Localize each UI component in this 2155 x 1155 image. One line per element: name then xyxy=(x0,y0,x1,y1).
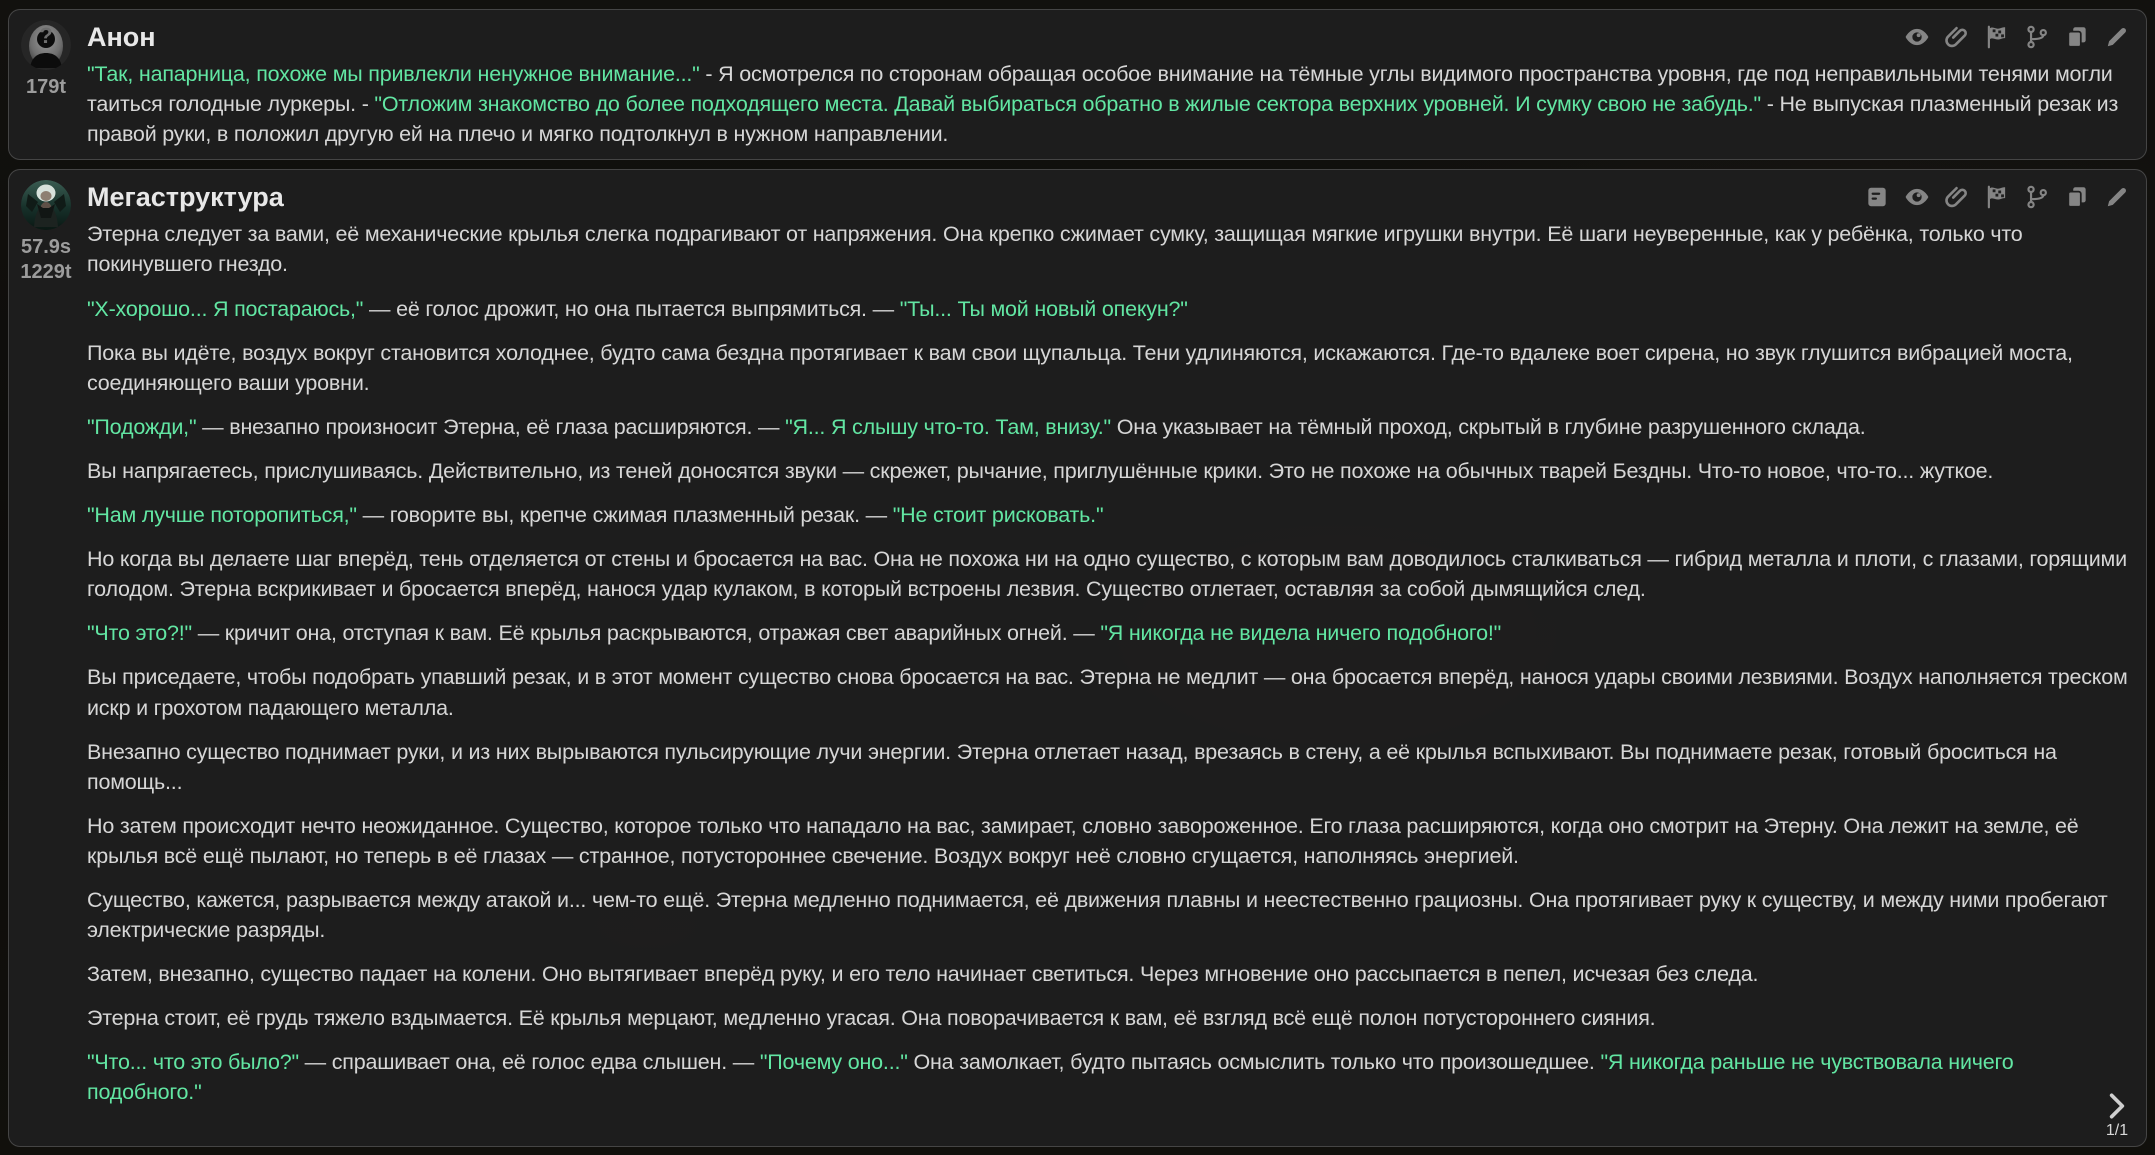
paragraph xyxy=(87,500,2130,530)
branch-icon[interactable] xyxy=(2024,184,2050,210)
quoted-dialogue: "Я... Я слышу что-то. Там, внизу." xyxy=(785,414,1111,439)
checkered-flag-icon[interactable] xyxy=(1984,184,2010,210)
swipe-counter: 1/1 xyxy=(2105,1122,2129,1139)
copy-icon[interactable] xyxy=(2064,24,2090,50)
prompt-note-icon[interactable] xyxy=(1864,184,1890,210)
character-name: Анон xyxy=(87,22,156,52)
generation-stat: 179t xyxy=(25,76,67,98)
quoted-dialogue: "Ты... Ты мой новый опекун?" xyxy=(899,296,1188,321)
narration-text: — говорите вы, крепче сжимая плазменный резак. — xyxy=(356,503,893,528)
checkered-flag-icon[interactable] xyxy=(1984,24,2010,50)
narration-text: — её голос дрожит, но она пытается выпрямиться. — xyxy=(363,296,900,321)
paragraph xyxy=(87,294,2130,324)
narration-text: — внезапно произносит Этерна, её глаза расширяются. — xyxy=(196,414,786,439)
paragraph xyxy=(87,662,2130,722)
paperclip-icon[interactable] xyxy=(1944,24,1970,50)
paragraph xyxy=(87,456,2130,486)
message-stats xyxy=(20,235,71,285)
narration-text: Но когда вы делаете шаг вперёд, тень отделяется от стены и бросается на вас. Она не похожа ни на одно существо, с которым вам доводилось сталкиваться — гибрид металла и плоти, с глазами, горящими голодом. Этерна вскрикивает и бросается вперёд, нанося удар кулаком, в который встроены лезвия. Существо отлетает, оставляя за собой дымящийся след. xyxy=(87,547,2127,602)
message-body xyxy=(87,219,2130,1107)
quoted-dialogue: "Что это?!" xyxy=(87,621,192,646)
narration-text: Внезапно существо поднимает руки, и из них вырываются пульсирующие лучи энергии. Этерна отлетает назад, врезаясь в стену, а её крылья вспыхивают. Вы поднимаете резак, готовый броситься на помощь... xyxy=(87,739,2057,794)
paragraph xyxy=(87,1047,2130,1107)
narration-text: Затем, внезапно, существо падает на колени. Оно вытягивает вперёд руку, и его тело начинает светиться. Через мгновение оно рассыпается в пепел, исчезая без следа. xyxy=(87,962,1759,987)
anon-avatar[interactable] xyxy=(21,20,71,70)
quoted-dialogue: "Отложим знакомство до более подходящего места. Давай выбираться обратно в жилые сектора верхних уровней. И сумку свою не забудь." xyxy=(374,92,1761,117)
paragraph xyxy=(87,618,2130,648)
quoted-dialogue: "Х-хорошо... Я постараюсь," xyxy=(87,296,364,321)
message-header xyxy=(87,20,2130,53)
message-avatar-column xyxy=(19,180,73,1136)
message-stats xyxy=(26,75,66,100)
narration-text: Она указывает на тёмный проход, скрытый в глубине разрушенного склада. xyxy=(1111,414,1866,439)
paragraph xyxy=(87,811,2130,871)
svg-text:?: ? xyxy=(39,23,53,48)
branch-icon[interactable] xyxy=(2024,24,2050,50)
quoted-dialogue: "Почему оно..." xyxy=(759,1050,908,1075)
generation-stat: 1229t xyxy=(20,261,72,284)
paragraph xyxy=(87,885,2130,945)
character-name: Мегаструктура xyxy=(87,182,284,213)
narration-text: Она замолкает, будто пытаясь осмыслить только что произошедшее. xyxy=(907,1050,1601,1075)
message-body xyxy=(87,59,2130,149)
eye-icon[interactable] xyxy=(1904,184,1930,210)
paragraph xyxy=(87,219,2130,279)
paperclip-icon[interactable] xyxy=(1944,184,1970,210)
narration-text: - Не выпуская плазменный резак из правой руки, в положил другую ей на плечо и мягко подтолкнул в нужном направлении. xyxy=(87,92,2119,147)
eye-icon[interactable] xyxy=(1904,24,1930,50)
paragraph xyxy=(87,338,2130,398)
quoted-dialogue: "Что... что это было?" xyxy=(87,1050,299,1075)
narration-text: Вы напрягаетесь, прислушиваясь. Действительно, из теней доносятся звуки — скрежет, рычание, приглушённые крики. Это не похоже на обычных тварей Бездны. Что-то новое, что-то... жуткое. xyxy=(87,458,1994,483)
message-main xyxy=(87,20,2130,149)
copy-icon[interactable] xyxy=(2064,184,2090,210)
quoted-dialogue: "Я никогда не видела ничего подобного!" xyxy=(1100,621,1502,646)
message-actions xyxy=(1904,20,2130,50)
narration-text: Но затем происходит нечто неожиданное. Существо, которое только что нападало на вас, замирает, словно завороженное. Его глаза расширяются, когда оно смотрит на Этерну. Она лежит на земле, её крылья всё ещё пылают, но теперь в её глазах — странное, потустороннее свечение. Воздух вокруг неё словно сгущается, наполняясь энергией. xyxy=(87,813,2079,868)
narration-text: Этерна следует за вами, её механические крылья слегка подрагивают от напряжения. Она крепко сжимает сумку, защищая мягкие игрушки внутри. Её шаги неуверенные, как у ребёнка, только что покинувшего гнездо. xyxy=(87,222,2023,277)
narration-text: - Я осмотрелся по сторонам обращая особое внимание на тёмные углы видимого пространства уровня, где под неправильными тенями могли таиться голодные луркеры. - xyxy=(87,62,2113,117)
paragraph xyxy=(87,412,2130,442)
message-avatar-column xyxy=(19,20,73,149)
paragraph xyxy=(87,737,2130,797)
narration-text: — спрашивает она, её голос едва слышен. — xyxy=(298,1050,760,1075)
narration-text: Этерна стоит, её грудь тяжело вздымается. Её крылья мерцают, медленно угасая. Она поворачивается к вам, её взгляд всё ещё полон потустороннего сияния. xyxy=(87,1006,1656,1031)
message-actions xyxy=(1864,180,2130,210)
edit-pencil-icon[interactable] xyxy=(2104,24,2130,50)
message-2 xyxy=(8,169,2147,1147)
quoted-dialogue: "Нам лучше поторопиться," xyxy=(87,503,357,528)
paragraph xyxy=(87,1003,2130,1033)
quoted-dialogue: "Не стоит рисковать." xyxy=(892,503,1104,528)
swipe-control xyxy=(2104,1091,2130,1140)
quoted-dialogue: "Так, напарница, похоже мы привлекли ненужное внимание..." xyxy=(87,62,700,87)
narration-text: Существо, кажется, разрывается между атакой и... чем-то ещё. Этерна медленно поднимается, её движения плавны и неестественно грациозны. Она протягивает руку к существу, и между ними пробегают электрические разряды. xyxy=(87,887,2108,943)
megastructure-avatar[interactable] xyxy=(21,180,71,230)
swipe-right-arrow-icon[interactable] xyxy=(2104,1091,2130,1121)
quoted-dialogue: "Подожди," xyxy=(87,414,197,439)
narration-text: Пока вы идёте, воздух вокруг становится холоднее, будто сама бездна протягивает к вам свои щупальца. Тени удлиняются, искажаются. Где-то вдалеке воет сирена, но звук глушится вибрацией моста, соединяющего ваши уровни. xyxy=(87,340,2073,395)
narration-text: Вы приседаете, чтобы подобрать упавший резак, и в этот момент существо снова бросается на вас. Этерна не медлит — она бросается вперёд, нанося удары своими лезвиями. Воздух наполняется треском искр и грохотом падающего металла. xyxy=(87,665,2128,720)
generation-stat: 57.9s xyxy=(20,236,72,259)
message-1 xyxy=(8,9,2147,160)
quoted-dialogue: "Я никогда раньше не чувствовала ничего подобного." xyxy=(87,1050,2014,1105)
paragraph xyxy=(87,59,2130,149)
narration-text: — кричит она, отступая к вам. Её крылья раскрываются, отражая свет аварийных огней. — xyxy=(191,621,1101,646)
edit-pencil-icon[interactable] xyxy=(2104,184,2130,210)
paragraph xyxy=(87,544,2130,604)
paragraph xyxy=(87,959,2130,989)
message-main xyxy=(87,180,2130,1136)
message-header xyxy=(87,180,2130,213)
